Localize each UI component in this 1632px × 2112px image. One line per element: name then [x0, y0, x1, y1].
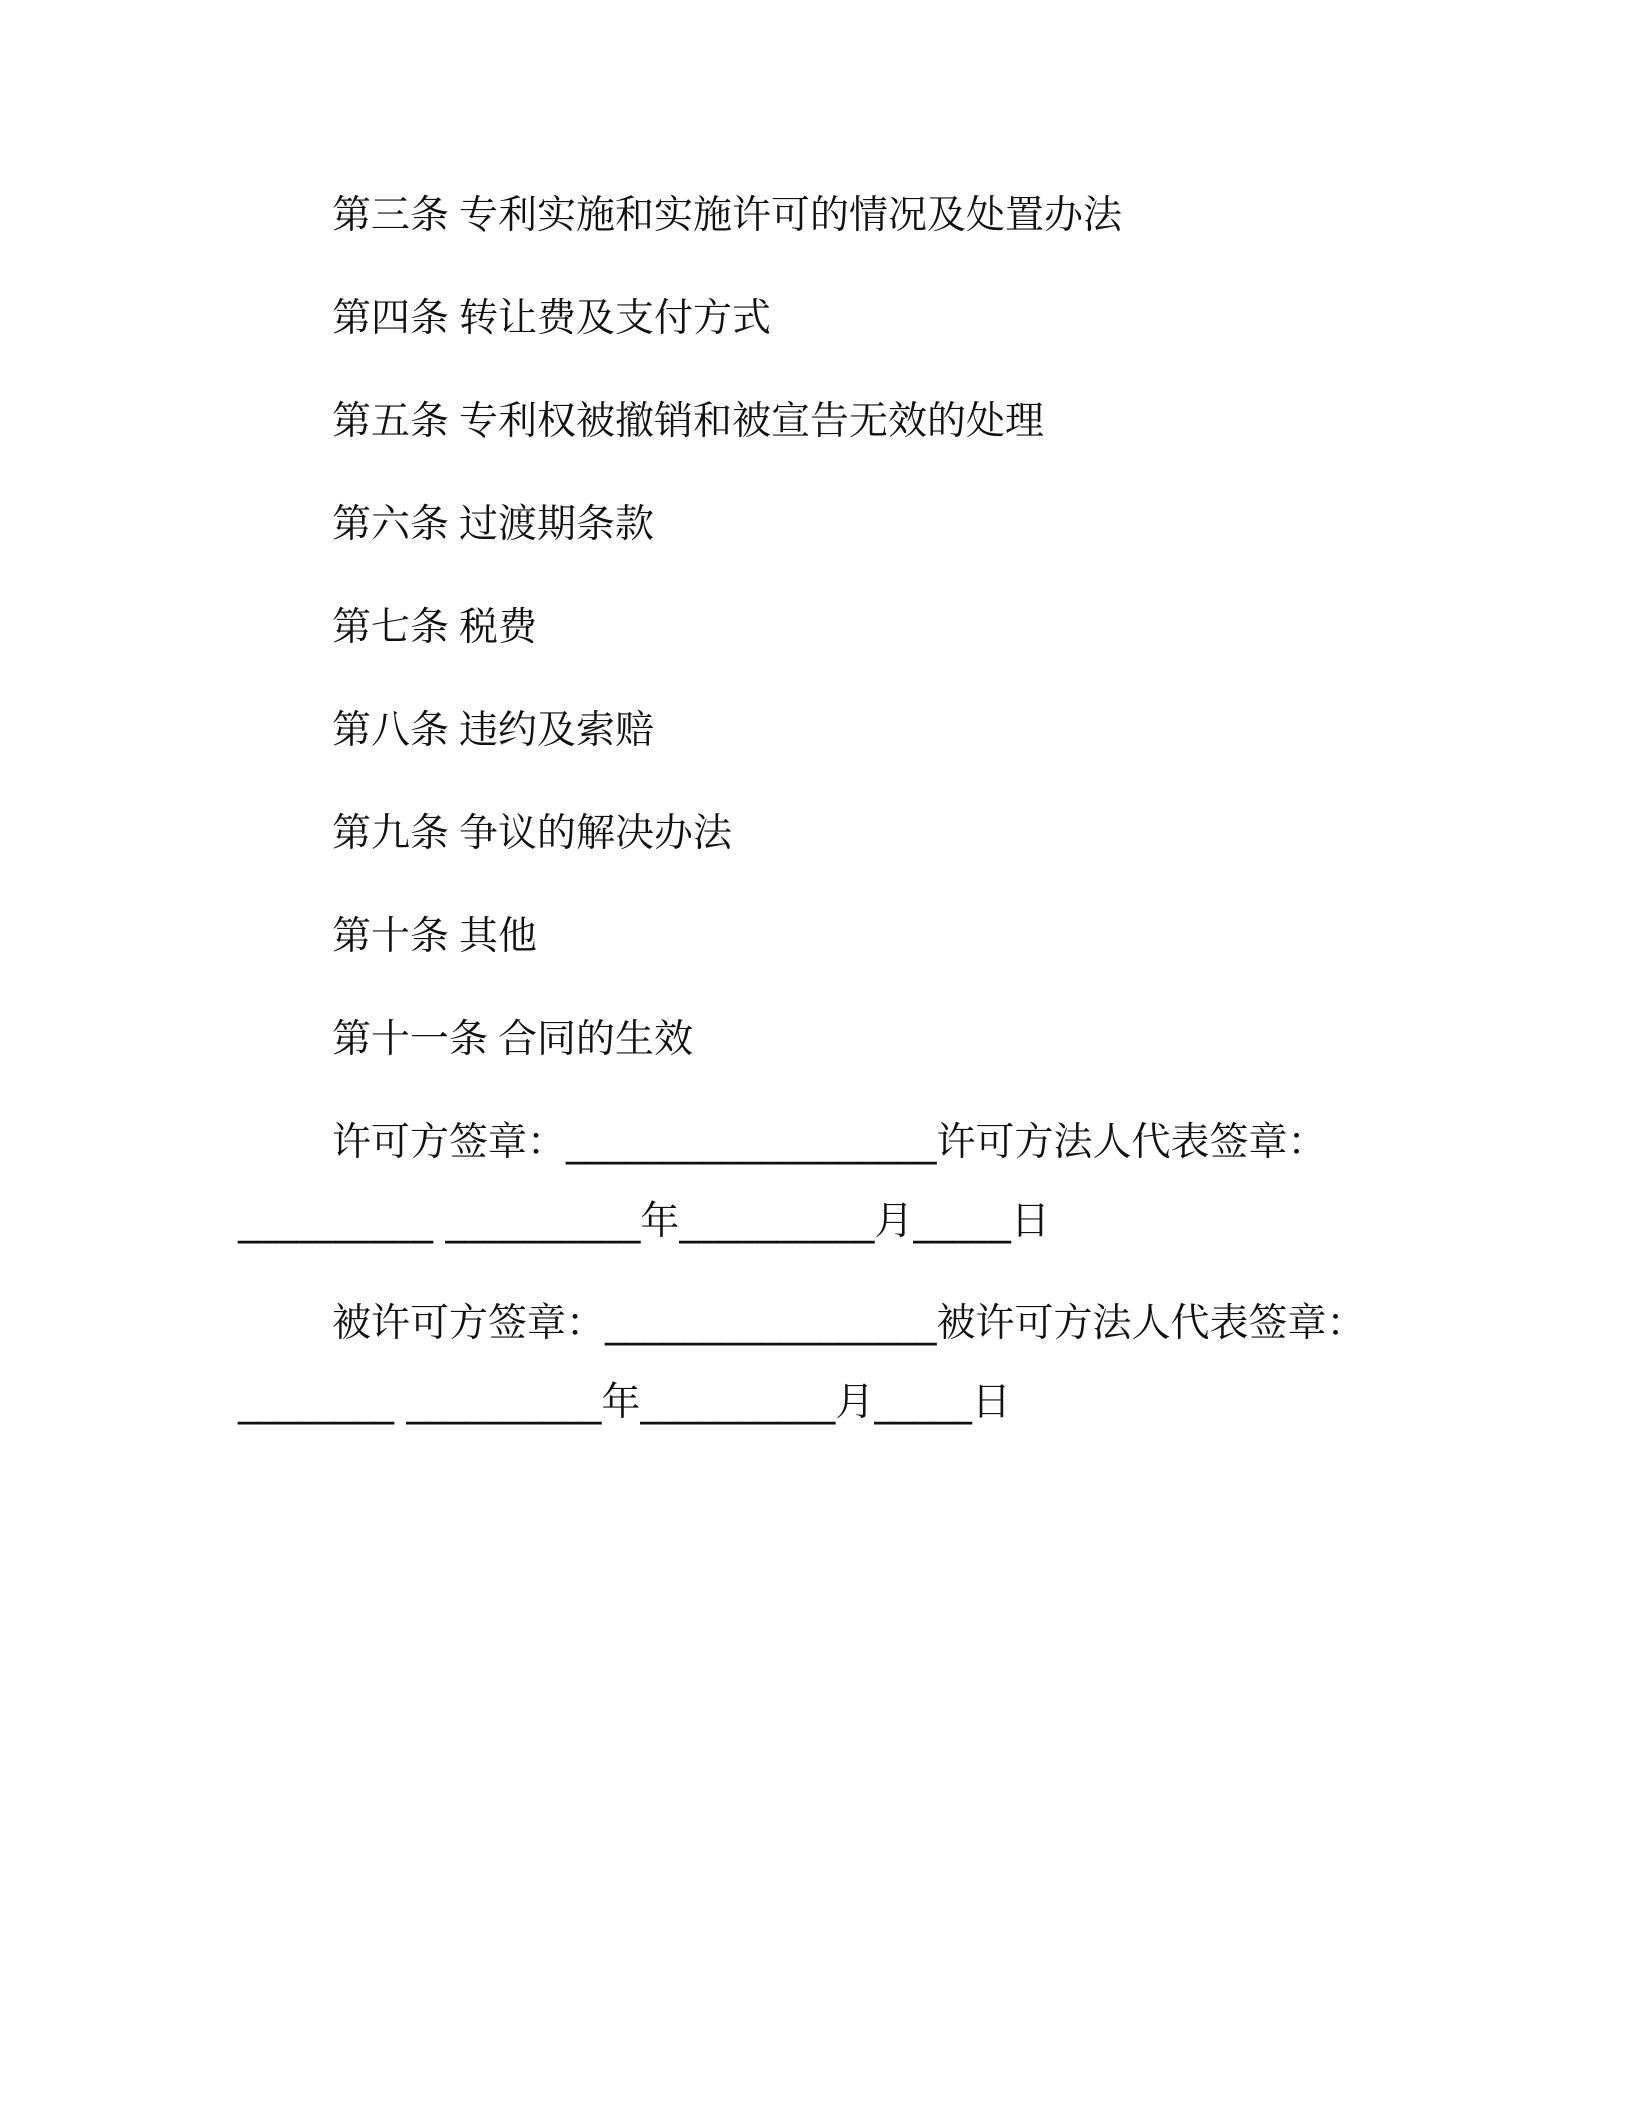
licensee-signature-line: 被许可方签章：_________________被许可方法人代表签章： [332, 1301, 1366, 1346]
article-title: 合同的生效 [498, 1017, 694, 1062]
article-number: 第四条 [332, 296, 450, 341]
article-6 [332, 501, 654, 549]
article-5 [332, 398, 1044, 446]
article-title: 专利实施和实施许可的情况及处置办法 [459, 193, 1123, 238]
article-number: 第十条 [332, 914, 450, 959]
article-title: 税费 [459, 605, 538, 650]
article-number: 第九条 [332, 811, 450, 856]
article-title: 转让费及支付方式 [459, 296, 772, 341]
licensor-date-line: __________ __________年__________月_____日 [238, 1199, 1050, 1244]
article-title: 其他 [459, 914, 538, 959]
article-number: 第六条 [332, 502, 450, 547]
article-title: 违约及索赔 [459, 708, 655, 753]
article-title: 争议的解决办法 [459, 811, 733, 856]
article-10 [332, 913, 537, 961]
article-9 [332, 810, 732, 858]
article-title: 专利权被撤销和被宣告无效的处理 [459, 399, 1045, 444]
article-number: 第十一条 [332, 1017, 489, 1062]
article-8 [332, 707, 654, 755]
article-3 [332, 192, 1122, 240]
article-number: 第五条 [332, 399, 450, 444]
article-number: 第七条 [332, 605, 450, 650]
article-11 [332, 1016, 693, 1064]
article-7 [332, 604, 537, 652]
licensor-signature-line: 许可方签章：___________________许可方法人代表签章： [332, 1120, 1327, 1165]
article-4 [332, 295, 771, 343]
licensee-date-line: ________ __________年__________月_____日 [238, 1380, 1011, 1425]
article-number: 第三条 [332, 193, 450, 238]
article-number: 第八条 [332, 708, 450, 753]
article-title: 过渡期条款 [459, 502, 655, 547]
